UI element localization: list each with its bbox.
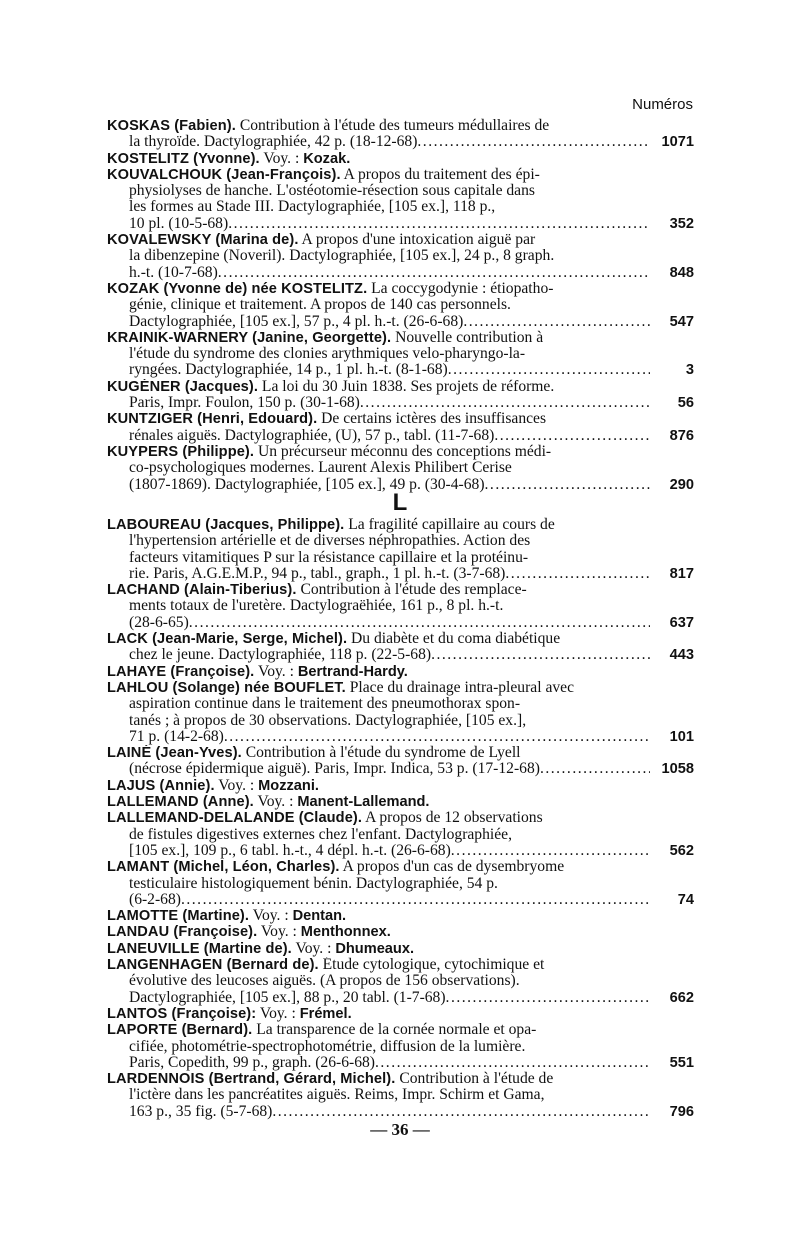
entry-last-line bbox=[107, 892, 650, 908]
entry-text: Nouvelle contribution à bbox=[395, 329, 544, 346]
index-entry bbox=[107, 582, 694, 631]
thesis-number: 796 bbox=[669, 1103, 694, 1120]
entry-text: 163 p., 35 fig. (5-7-68) bbox=[129, 1102, 273, 1120]
author-name: LAPORTE (Bernard). bbox=[107, 1022, 253, 1039]
entry-last-line bbox=[107, 990, 650, 1006]
entry-text: (28-6-65) bbox=[129, 613, 189, 631]
cross-ref-target: Manent-Lallemand. bbox=[297, 794, 430, 811]
dot-leader bbox=[448, 362, 650, 378]
entry-text: A propos d'un cas de dysembryome bbox=[342, 859, 565, 876]
author-name: KUNTZIGER (Henri, Edouard). bbox=[107, 411, 318, 428]
thesis-number: 1071 bbox=[661, 134, 694, 151]
cross-ref-target: Frémel. bbox=[299, 1005, 352, 1022]
entry-last-line bbox=[107, 647, 650, 663]
entry-text: La transparence de la cornée normale et opa- bbox=[256, 1022, 537, 1039]
entry-text: Paris, Impr. Foulon, 150 p. (30-1-68) bbox=[129, 394, 360, 412]
entry-last-line bbox=[107, 216, 650, 232]
entry-last-line bbox=[107, 1055, 650, 1071]
dot-leader bbox=[505, 566, 650, 582]
index-entry bbox=[107, 167, 694, 232]
entry-last-line bbox=[107, 729, 650, 745]
entry-text: Contribution à l'étude de bbox=[399, 1071, 554, 1088]
entry-last-line bbox=[107, 615, 650, 631]
index-entry bbox=[107, 151, 694, 167]
thesis-number: 876 bbox=[669, 427, 694, 444]
entry-text: Étude cytologique, cytochimique et bbox=[322, 957, 545, 974]
index-entry bbox=[107, 1022, 694, 1071]
entry-text: Un précurseur méconnu des conceptions médi- bbox=[257, 443, 552, 460]
thesis-number: 56 bbox=[677, 395, 694, 412]
author-name: KOSKAS (Fabien). bbox=[107, 118, 236, 134]
thesis-number: 662 bbox=[669, 989, 694, 1006]
author-name: LARDENNOIS (Bertrand, Gérard, Michel). bbox=[107, 1071, 396, 1088]
author-name: KRAINIK-WARNERY (Janine, Georgette). bbox=[107, 329, 392, 346]
thesis-number: 562 bbox=[669, 842, 694, 859]
index-entry bbox=[107, 517, 694, 582]
dot-leader bbox=[431, 647, 650, 663]
author-name: LAMOTTE (Martine). bbox=[107, 908, 250, 925]
entry-text: la dibenzepine (Noveril). Dactylographiée, [105 ex.], 24 p., 8 graph. bbox=[129, 248, 555, 265]
cross-ref-prefix: Voy. : bbox=[252, 908, 289, 925]
entries-block-l bbox=[107, 517, 694, 1120]
cross-ref-target: Dentan. bbox=[292, 908, 347, 925]
entry-text: Contribution à l'étude des remplace- bbox=[300, 582, 527, 599]
page-number: — 36 — bbox=[370, 1120, 430, 1139]
author-name: KOZAK (Yvonne de) née KOSTELITZ. bbox=[107, 280, 368, 297]
entry-text: (1807-1869). Dactylographiée, [105 ex.], 49 p. (30-4-68) bbox=[129, 475, 485, 493]
entry-text: tanés ; à propos de 30 observations. Dactylographiée, [105 ex.], bbox=[129, 712, 527, 729]
author-name: KUYPERS (Philippe). bbox=[107, 443, 255, 460]
entry-text: 10 pl. (10-5-68) bbox=[129, 214, 229, 232]
cross-ref-prefix: Voy. : bbox=[257, 663, 294, 680]
thesis-number: 101 bbox=[669, 728, 694, 745]
dot-leader bbox=[228, 216, 650, 232]
thesis-number: 352 bbox=[669, 215, 694, 232]
dot-leader bbox=[446, 990, 650, 1006]
entry-text: facteurs vitamitiques P sur la résistance capillaire et la protéinu- bbox=[129, 549, 529, 566]
author-name: LANGENHAGEN (Bernard de). bbox=[107, 957, 319, 974]
thesis-number: 3 bbox=[685, 362, 694, 379]
thesis-number: 290 bbox=[669, 476, 694, 493]
entry-text: A propos d'une intoxication aiguë par bbox=[301, 232, 536, 249]
thesis-number: 1058 bbox=[661, 761, 694, 778]
entry-text: A propos du traitement des épi- bbox=[343, 166, 540, 183]
author-name: KOSTELITZ (Yvonne). bbox=[107, 150, 260, 167]
dot-leader bbox=[224, 729, 650, 745]
cross-ref-prefix: Voy. : bbox=[295, 940, 332, 957]
dot-leader bbox=[189, 615, 650, 631]
index-entry bbox=[107, 680, 694, 745]
entry-last-line bbox=[107, 395, 650, 411]
index-entry bbox=[107, 1006, 694, 1022]
cross-ref-prefix: Voy. : bbox=[260, 924, 297, 941]
entry-text: physiolyses de hanche. L'ostéotomie-résection sous capitale dans bbox=[129, 183, 535, 200]
index-entry bbox=[107, 1071, 694, 1120]
entry-text: Place du drainage intra-pleural avec bbox=[349, 679, 575, 696]
thesis-number: 74 bbox=[677, 891, 694, 908]
entry-text: rie. Paris, A.G.E.M.P., 94 p., tabl., graph., 1 pl. h.-t. (3-7-68) bbox=[129, 564, 506, 582]
entry-text: cifiée, photométrie-spectrophotométrie, diffusion de la lumière. bbox=[129, 1038, 526, 1055]
entry-text: de fistules digestives externes chez l'enfant. Dactylographiée, bbox=[129, 826, 512, 843]
entry-text: (6-2-68) bbox=[129, 890, 181, 908]
entry-text: La loi du 30 Juin 1838. Ses projets de réforme. bbox=[261, 378, 555, 395]
author-name: LAHLOU (Solange) née BOUFLET. bbox=[107, 679, 346, 696]
index-entry bbox=[107, 745, 694, 778]
thesis-number: 547 bbox=[669, 313, 694, 330]
entry-text: La coccygodynie : étiopatho- bbox=[371, 280, 554, 297]
index-entry bbox=[107, 810, 694, 859]
dot-leader bbox=[360, 395, 650, 411]
entry-text: testiculaire histologiquement bénin. Dactylographiée, 54 p. bbox=[129, 875, 498, 892]
thesis-number: 848 bbox=[669, 264, 694, 281]
dot-leader bbox=[181, 892, 650, 908]
entry-text: Dactylographiée, [105 ex.], 88 p., 20 tabl. (1-7-68) bbox=[129, 988, 446, 1006]
cross-ref-prefix: Voy. : bbox=[263, 150, 300, 167]
author-name: LALLEMAND (Anne). bbox=[107, 794, 254, 811]
index-entry bbox=[107, 924, 694, 940]
entry-last-line bbox=[107, 428, 650, 444]
dot-leader bbox=[272, 1104, 650, 1120]
thesis-number: 637 bbox=[669, 614, 694, 631]
index-entry bbox=[107, 664, 694, 680]
entry-text: évolutive des leucoses aiguës. (A propos de 156 observations). bbox=[129, 973, 520, 990]
author-name: LAJUS (Annie). bbox=[107, 777, 215, 794]
entry-last-line bbox=[107, 265, 650, 281]
index-entry bbox=[107, 957, 694, 1006]
dot-leader bbox=[463, 314, 650, 330]
entry-text: ments totaux de l'uretère. Dactylograëhiée, 161 p., 8 pl. h.-t. bbox=[129, 598, 504, 615]
cross-ref-target: Kozak. bbox=[303, 150, 351, 167]
entry-last-line bbox=[107, 362, 650, 378]
entry-text: les formes au Stade III. Dactylographiée, [105 ex.], 118 p., bbox=[129, 199, 496, 216]
entry-last-line bbox=[107, 1104, 650, 1120]
entry-text: A propos de 12 observations bbox=[365, 810, 543, 827]
entry-last-line bbox=[107, 761, 650, 777]
author-name: KOVALEWSKY (Marina de). bbox=[107, 232, 299, 249]
entry-last-line bbox=[107, 314, 650, 330]
entry-last-line bbox=[107, 566, 650, 582]
entry-text: La fragilité capillaire au cours de bbox=[348, 517, 555, 533]
thesis-number: 443 bbox=[669, 647, 694, 664]
entry-last-line bbox=[107, 134, 650, 150]
index-entry bbox=[107, 794, 694, 810]
entry-text: l'hypertension artérielle et de diverses néphropathies. Action des bbox=[129, 533, 531, 550]
dot-leader bbox=[451, 843, 650, 859]
dot-leader bbox=[494, 428, 650, 444]
entries-block-k bbox=[107, 118, 694, 493]
entry-text: Contribution à l'étude des tumeurs médullaires de bbox=[239, 118, 550, 134]
cross-ref-prefix: Voy. : bbox=[259, 1005, 296, 1022]
cross-ref-target: Dhumeaux. bbox=[335, 940, 415, 957]
entry-text: (nécrose épidermique aiguë). Paris, Impr. Indica, 53 p. (17-12-68) bbox=[129, 760, 540, 778]
entry-text: h.-t. (10-7-68) bbox=[129, 263, 218, 281]
entry-text: 71 p. (14-2-68) bbox=[129, 727, 224, 745]
author-name: LANEUVILLE (Martine de). bbox=[107, 940, 292, 957]
index-entry bbox=[107, 444, 694, 493]
index-entry bbox=[107, 778, 694, 794]
section-letter: L bbox=[392, 489, 408, 516]
entry-text: De certains ictères des insuffisances bbox=[321, 411, 547, 428]
author-name: LAINÉ (Jean-Yves). bbox=[107, 745, 242, 762]
author-name: LALLEMAND-DELALANDE (Claude). bbox=[107, 810, 363, 827]
author-name: LANTOS (Françoise): bbox=[107, 1005, 257, 1022]
entry-text: Du diabète et du coma diabétique bbox=[351, 631, 561, 648]
column-header: Numéros bbox=[632, 96, 693, 113]
dot-leader bbox=[218, 265, 650, 281]
author-name: LABOUREAU (Jacques, Philippe). bbox=[107, 517, 345, 533]
entry-text: [105 ex.], 109 p., 6 tabl. h.-t., 4 dépl. h.-t. (26-6-68) bbox=[129, 841, 451, 859]
dot-leader bbox=[375, 1055, 650, 1071]
entry-text: ryngées. Dactylographiée, 14 p., 1 pl. h.-t. (8-1-68) bbox=[129, 361, 448, 379]
index-entry bbox=[107, 232, 694, 281]
author-name: LACK (Jean-Marie, Serge, Michel). bbox=[107, 631, 348, 648]
entry-text: co-psychologiques modernes. Laurent Alexis Philibert Cerise bbox=[129, 460, 512, 477]
author-name: LAMANT (Michel, Léon, Charles). bbox=[107, 859, 340, 876]
cross-ref-target: Mozzani. bbox=[258, 777, 319, 794]
entry-last-line bbox=[107, 843, 650, 859]
entry-text: Paris, Copedith, 99 p., graph. (26-6-68) bbox=[129, 1053, 375, 1071]
entry-text: rénales aiguës. Dactylographiée, (U), 57 p., tabl. (11-7-68) bbox=[129, 426, 495, 444]
thesis-number: 551 bbox=[669, 1054, 694, 1071]
author-name: KOUVALCHOUK (Jean-François). bbox=[107, 166, 341, 183]
index-entry bbox=[107, 859, 694, 908]
index-entry bbox=[107, 941, 694, 957]
author-name: LAHAYE (Françoise). bbox=[107, 663, 255, 680]
index-entry bbox=[107, 631, 694, 664]
index-entry bbox=[107, 411, 694, 444]
dot-leader bbox=[417, 134, 650, 150]
entry-text: Contribution à l'étude du syndrome de Lyell bbox=[245, 745, 521, 762]
entry-text: aspiration continue dans le traitement des pneumothorax spon- bbox=[129, 696, 521, 713]
cross-ref-prefix: Voy. : bbox=[257, 794, 294, 811]
index-entry bbox=[107, 118, 694, 151]
entry-text: la thyroïde. Dactylographiée, 42 p. (18-12-68) bbox=[129, 133, 418, 151]
author-name: KUGÉNER (Jacques). bbox=[107, 378, 259, 395]
entry-text: génie, clinique et traitement. A propos de 140 cas personnels. bbox=[129, 297, 511, 314]
entry-text: chez le jeune. Dactylographiée, 118 p. (22-5-68) bbox=[129, 646, 432, 664]
index-entry bbox=[107, 330, 694, 379]
thesis-number: 817 bbox=[669, 565, 694, 582]
cross-ref-target: Bertrand-Hardy. bbox=[297, 663, 408, 680]
index-entry bbox=[107, 908, 694, 924]
dot-leader bbox=[540, 761, 650, 777]
cross-ref-prefix: Voy. : bbox=[218, 777, 255, 794]
entry-text: Dactylographiée, [105 ex.], 57 p., 4 pl. h.-t. (26-6-68) bbox=[129, 312, 464, 330]
cross-ref-target: Menthonnex. bbox=[300, 924, 391, 941]
index-entry bbox=[107, 281, 694, 330]
author-name: LANDAU (Françoise). bbox=[107, 924, 258, 941]
index-entry bbox=[107, 379, 694, 412]
entry-text: l'étude du syndrome des clonies arythmiques velo-pharyngo-la- bbox=[129, 346, 526, 363]
author-name: LACHAND (Alain-Tiberius). bbox=[107, 582, 297, 599]
entry-text: l'ictère dans les pancréatites aiguës. Reims, Impr. Schirm et Gama, bbox=[129, 1087, 545, 1104]
